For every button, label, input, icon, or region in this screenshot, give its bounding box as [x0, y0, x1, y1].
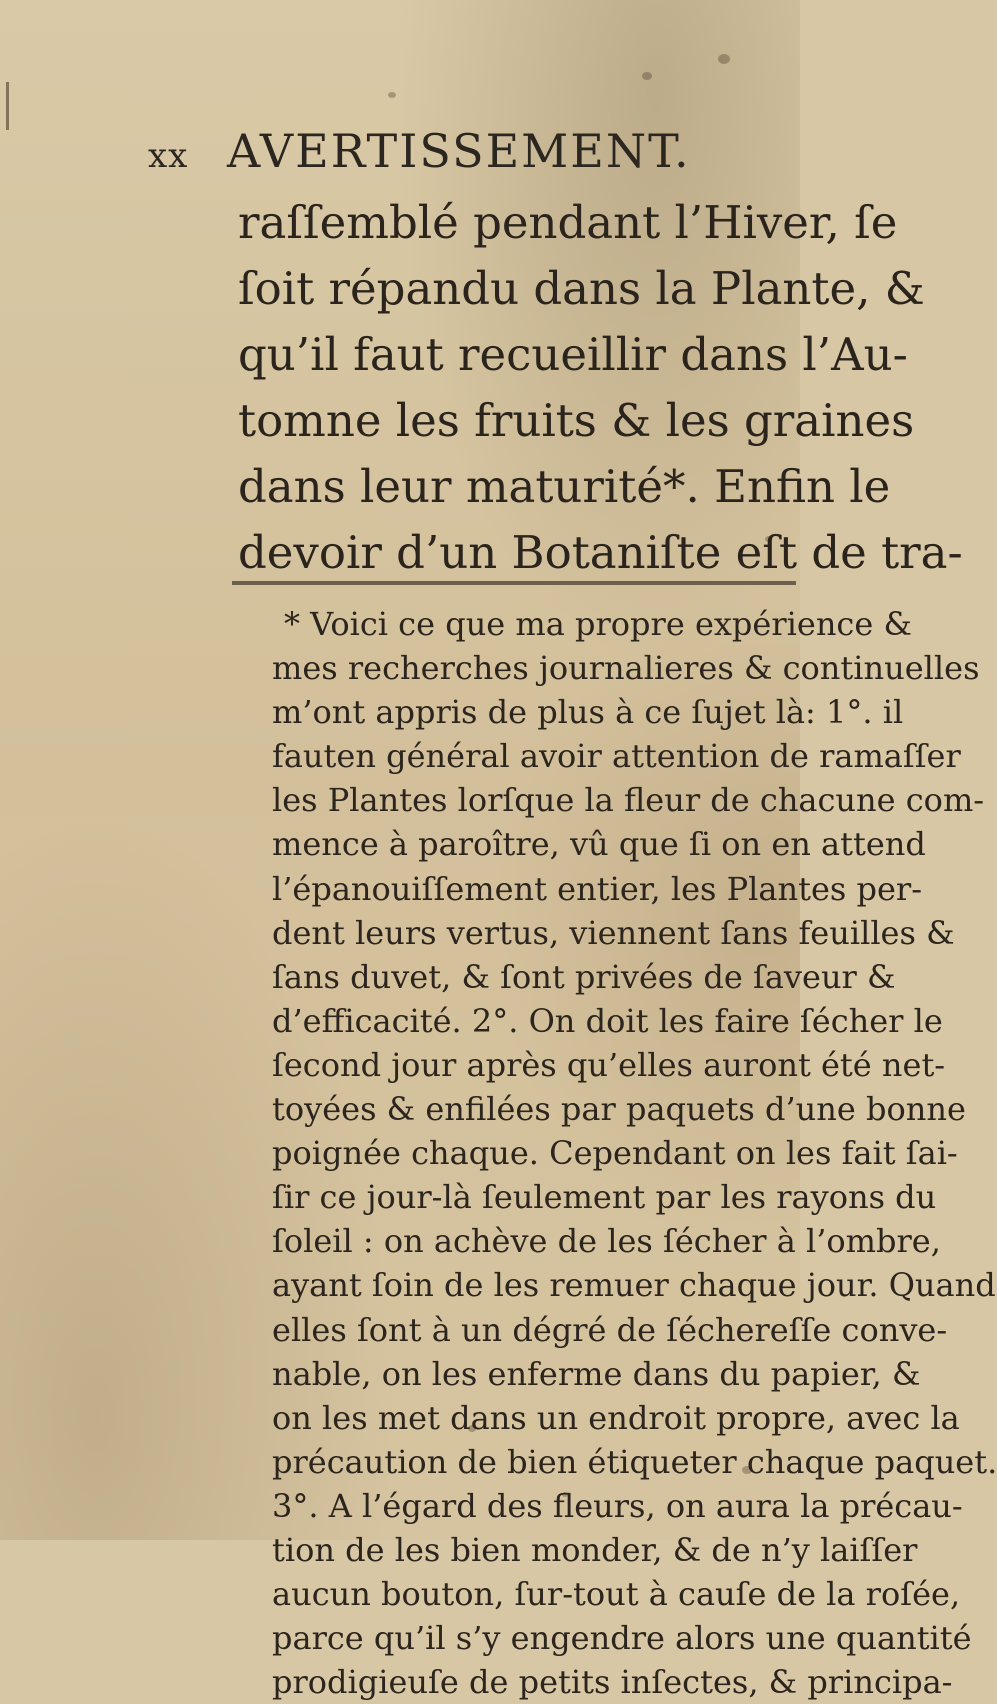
page-edge-mark	[6, 82, 9, 130]
footnote-line: mes recherches journalieres & continuelles	[272, 649, 980, 688]
text-line: tomne les fruits & les graines	[238, 394, 915, 447]
footnote-line: précaution de bien étiqueter chaque paquet.	[272, 1442, 997, 1481]
running-header	[148, 116, 788, 186]
footnote-line: toyées & enfilées par paquets d’une bonne	[272, 1090, 966, 1129]
text-line: raſſemblé pendant l’Hiver, ſe	[238, 196, 898, 249]
footnote-line: parce qu’il s’y engendre alors une quantité	[272, 1619, 972, 1658]
page-number: xx	[148, 136, 189, 176]
footnote-line: d’efficacité. 2°. On doit les faire ſécher le	[272, 1001, 943, 1040]
footnote-line: dent leurs vertus, viennent ſans feuilles &	[272, 913, 955, 952]
footnote-line: tion de les bien monder, & de n’y laiſſer	[272, 1530, 918, 1569]
footnote-line: mence à paroître, vû que ſi on en attend	[272, 825, 926, 864]
footnote-line: ſoleil : on achève de les ſécher à l’ombre,	[272, 1222, 941, 1261]
main-text-block	[238, 190, 963, 586]
paper-speck	[718, 54, 730, 64]
paper-speck	[388, 92, 396, 98]
header-title: AVERTISSEMENT.	[226, 124, 691, 178]
footnote-line: m’ont appris de plus à ce ſujet là: 1°. il	[272, 693, 904, 732]
footnote-line: ſecond jour après qu’elles auront été net-	[272, 1045, 946, 1084]
footnote-line: nable, on les enferme dans du papier, &	[272, 1354, 921, 1393]
footnote-block	[238, 602, 997, 1704]
text-line: dans leur maturité*. Enfin le	[238, 460, 891, 513]
footnote-line: poignée chaque. Cependant on les fait ſai-	[272, 1134, 958, 1173]
footnote-separator-rule	[232, 581, 796, 585]
footnote-line: * Voici ce que ma propre expérience &	[284, 605, 912, 643]
footnote-line: aucun bouton, ſur-tout à cauſe de la roſée,	[272, 1575, 961, 1614]
footnote-line: ayant ſoin de les remuer chaque jour. Quand	[272, 1266, 996, 1305]
footnote-line: les Plantes lorſque la fleur de chacune com-	[272, 781, 985, 820]
paper-speck	[642, 72, 652, 80]
footnote-line: on les met dans un endroit propre, avec la	[272, 1398, 960, 1437]
footnote-line: elles ſont à un dégré de ſéchereſſe conve-	[272, 1310, 948, 1349]
footnote-line: fauten général avoir attention de ramaſſer	[272, 737, 961, 776]
text-line: devoir d’un Botaniſte eſt de tra-	[238, 526, 963, 579]
footnote-line: ſir ce jour-là ſeulement par les rayons du	[272, 1178, 937, 1217]
text-line: qu’il faut recueillir dans l’Au-	[238, 328, 908, 381]
footnote-line: 3°. A l’égard des fleurs, on aura la précau-	[272, 1486, 963, 1525]
footnote-line: ſans duvet, & ſont privées de ſaveur &	[272, 957, 896, 996]
footnote-line: l’épanouiſſement entier, les Plantes per-	[272, 869, 923, 908]
footnote-line: prodigieuſe de petits inſectes, & principa-	[272, 1663, 953, 1702]
text-line: ſoit répandu dans la Plante, &	[238, 262, 925, 315]
